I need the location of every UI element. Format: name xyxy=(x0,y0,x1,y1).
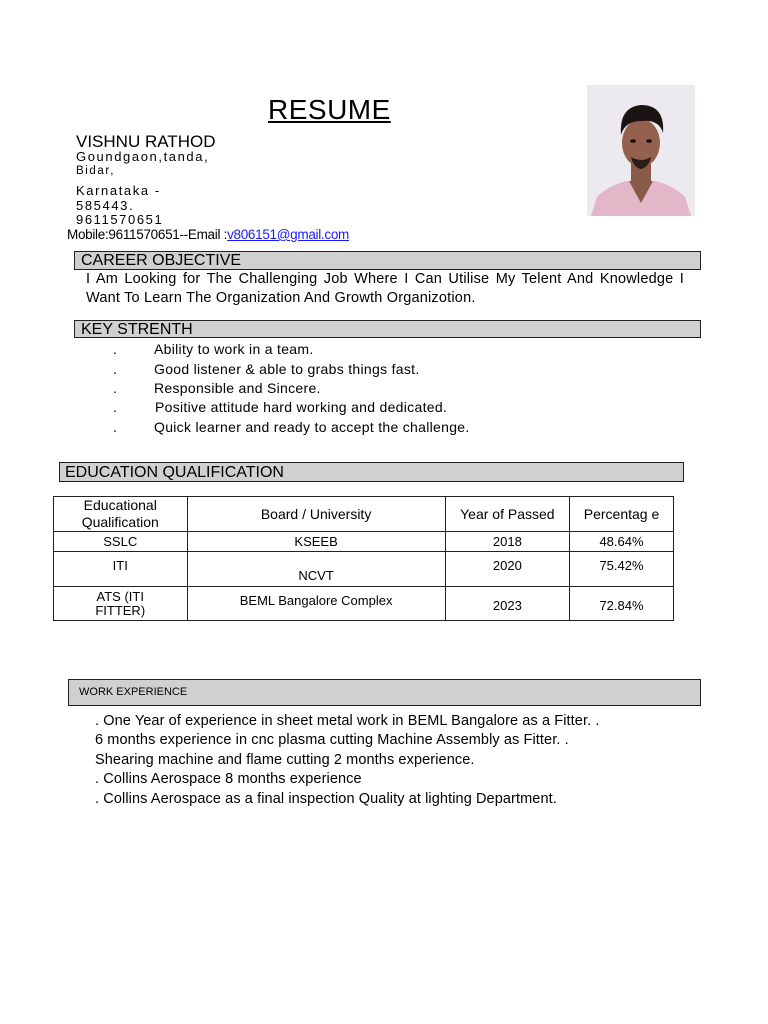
table-cell: KSEEB xyxy=(187,532,445,552)
strength-text: Quick learner and ready to accept the challenge. xyxy=(154,419,470,435)
column-header: Year of Passed xyxy=(445,497,569,532)
table-cell: NCVT xyxy=(187,552,445,587)
table-cell: SSLC xyxy=(54,532,188,552)
column-header: Educational Qualification xyxy=(54,497,188,532)
work-experience-heading: WORK EXPERIENCE xyxy=(68,679,701,706)
table-row xyxy=(54,552,674,587)
table-cell: ITI xyxy=(54,552,188,587)
phone-number: 9611570651 xyxy=(76,212,164,227)
table-cell: ATS (ITI FITTER) xyxy=(54,587,188,621)
contact-line xyxy=(67,227,349,242)
bullet-marker: . xyxy=(113,419,118,435)
list-item xyxy=(113,399,613,419)
table-cell: BEML Bangalore Complex xyxy=(187,587,445,621)
email-link[interactable]: v806151@gmail.com xyxy=(227,227,349,242)
career-objective-heading: CAREER OBJECTIVE xyxy=(74,251,701,270)
education-heading: EDUCATION QUALIFICATION xyxy=(59,462,684,482)
list-item xyxy=(113,341,613,361)
strength-text: Responsible and Sincere. xyxy=(154,380,321,396)
work-line: 6 months experience in cnc plasma cutting Machine Assembly as Fitter. . xyxy=(95,732,569,748)
strength-text: Good listener & able to grabs things fast. xyxy=(154,361,420,377)
list-item xyxy=(113,361,613,381)
work-line: . One Year of experience in sheet metal work in BEML Bangalore as a Fitter. . xyxy=(95,713,600,729)
table-cell: 2020 xyxy=(445,552,569,587)
table-cell: 2018 xyxy=(445,532,569,552)
address-line: 585443. xyxy=(76,198,135,213)
list-item xyxy=(113,419,613,439)
work-line: . Collins Aerospace as a final inspection Quality at lighting Department. xyxy=(95,791,557,807)
address-line: Bidar, xyxy=(76,165,116,177)
column-header: Percentag e xyxy=(570,497,674,532)
mobile-label: Mobile:9611570651--Email : xyxy=(67,227,228,242)
table-cell: 72.84% xyxy=(570,587,674,621)
bullet-marker: . xyxy=(113,341,118,357)
address-line: Karnataka - xyxy=(76,183,161,198)
table-row xyxy=(54,587,674,621)
list-item xyxy=(113,380,613,400)
bullet-marker: . xyxy=(113,399,118,415)
work-line: Shearing machine and flame cutting 2 months experience. xyxy=(95,752,475,768)
career-objective-text: I Am Looking for The Challenging Job Where I Can Utilise My Telent And Knowledge I Want To Learn The Organization And Growth Organizotion. xyxy=(86,271,684,306)
table-cell: 48.64% xyxy=(570,532,674,552)
resume-title: RESUME xyxy=(268,94,391,125)
profile-photo xyxy=(587,85,695,216)
bullet-marker: . xyxy=(113,361,118,377)
address-line: Goundgaon,tanda, xyxy=(76,149,210,164)
bullet-marker: . xyxy=(113,380,118,396)
column-header: Board / University xyxy=(187,497,445,532)
table-header-row xyxy=(54,497,674,532)
table-cell: 75.42% xyxy=(570,552,674,587)
work-line: . Collins Aerospace 8 months experience xyxy=(95,771,362,787)
table-cell: 2023 xyxy=(445,587,569,621)
education-table xyxy=(53,496,674,621)
strength-text: Ability to work in a team. xyxy=(154,341,314,357)
table-row xyxy=(54,532,674,552)
candidate-name: VISHNU RATHOD xyxy=(76,132,216,151)
key-strength-heading: KEY STRENTH xyxy=(74,320,701,338)
strength-text: Positive attitude hard working and dedicated. xyxy=(155,399,448,415)
